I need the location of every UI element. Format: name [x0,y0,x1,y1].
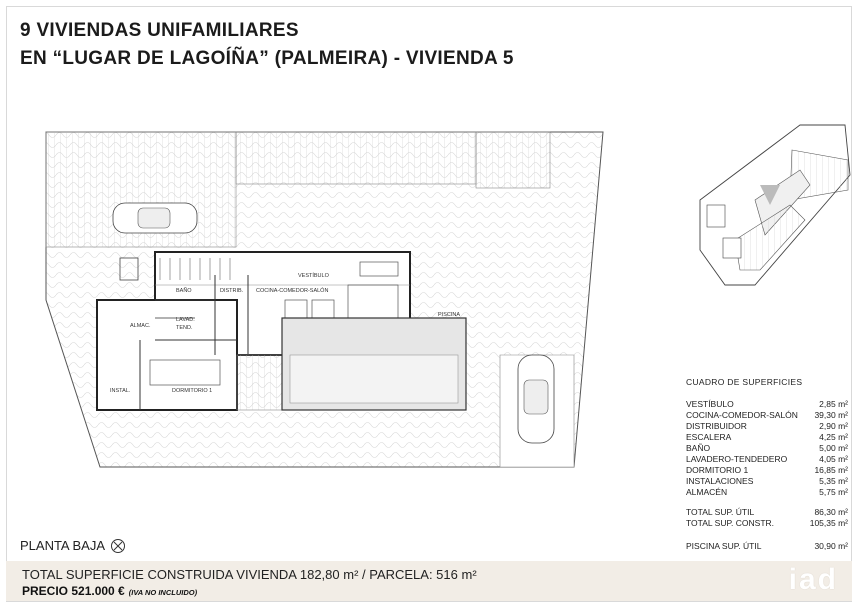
location-map [700,125,850,285]
pool-surface-name: PISCINA SUP. ÚTIL [686,541,762,551]
label-cocina: COCINA-COMEDOR-SALÓN [256,288,329,294]
surface-name: LAVADERO-TENDEDERO [686,454,788,464]
surfaces-heading: CUADRO DE SUPERFICIES [686,377,803,387]
surface-name: DISTRIBUIDOR [686,421,747,431]
surface-value: 16,85 m² [814,465,848,475]
car-driveway [518,355,554,443]
label-lavad: LAVAD. [176,317,195,323]
floor-label-text: PLANTA BAJA [20,538,106,553]
surface-name: ALMACÉN [686,487,728,497]
surface-name: DORMITORIO 1 [686,465,749,475]
label-vestibulo: VESTÍBULO [298,273,329,279]
total-value: 105,35 m² [809,518,848,528]
surface-value: 2,90 m² [819,421,848,431]
north-arrow-icon [111,539,125,553]
surface-value: 4,05 m² [819,454,848,464]
surface-name: BAÑO [686,443,711,453]
car-top [113,203,197,233]
surface-value: 2,85 m² [819,399,848,409]
label-instal: INSTAL. [110,388,131,394]
label-tend: TEND. [176,325,193,331]
total-surface-line: TOTAL SUPERFICIE CONSTRUIDA VIVIENDA 182,80 m² / PARCELA: 516 m² [22,567,477,582]
total-value: 86,30 m² [814,507,848,517]
price-text: PRECIO 521.000 € [22,584,125,598]
surface-name: COCINA-COMEDOR-SALÓN [686,410,798,420]
footer-bar [6,561,852,601]
label-piscina: PISCINA [438,312,461,318]
label-banio: BAÑO [176,288,192,294]
surface-value: 5,75 m² [819,487,848,497]
total-name: TOTAL SUP. ÚTIL [686,507,755,517]
surface-value: 5,35 m² [819,476,848,486]
label-distrib: DISTRIB. [220,288,244,294]
surface-value: 4,25 m² [819,432,848,442]
surface-name: VESTÍBULO [686,399,734,409]
label-dormitorio: DORMITORIO 1 [172,388,213,394]
total-name: TOTAL SUP. CONSTR. [686,518,775,528]
label-almac: ALMAC. [130,323,151,329]
iad-logo: iad [788,563,838,596]
surface-name: INSTALACIONES [686,476,754,486]
page-subtitle: EN “LUGAR DE LAGOÍÑA” (PALMEIRA) - VIVIENDA 5 [20,48,514,69]
surface-name: ESCALERA [686,432,732,442]
price-line [22,584,197,598]
deck [237,355,282,410]
iva-note: (IVA NO INCLUIDO) [128,588,198,597]
floor-label [20,538,125,553]
surface-value: 39,30 m² [814,410,848,420]
surface-value: 5,00 m² [819,443,848,453]
pool-surface-value: 30,90 m² [814,541,848,551]
page-title: 9 VIVIENDAS UNIFAMILIARES [20,20,299,41]
